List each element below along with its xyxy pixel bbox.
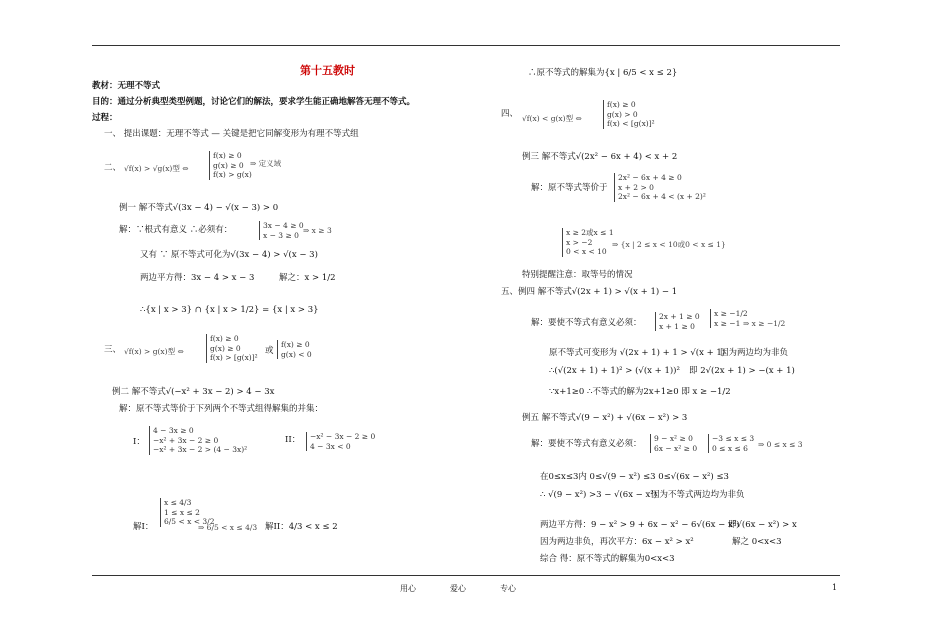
footer-item-2: 爱心 <box>450 584 466 593</box>
type-three-formula: √f(x) > g(x)型 ⇔ <box>124 347 184 356</box>
example-five-b: 在0≤x≤3内 0≤√(9 − x²) ≤3 0≤√(6x − x²) ≤3 <box>540 472 729 482</box>
example-four-c1: ∴(√(2x + 1) + 1)² > (√(x + 1))² <box>549 366 680 376</box>
example-three-system-two: x ≥ 2或x ≤ 1 x > −2 0 < x < 10 <box>562 228 614 257</box>
example-two-system-one: 4 − 3x ≥ 0 −x² + 3x − 2 ≥ 0 −x² + 3x − 2 > (4 − 3x)² <box>149 426 247 455</box>
material-line: 教材：无理不等式 <box>92 81 161 91</box>
step-one: 一、 提出课题：无理不等式 — 关键是把它同解变形为有理不等式组 <box>104 129 359 139</box>
example-two-system-two: −x² − 3x − 2 ≥ 0 4 − 3x < 0 <box>306 432 375 451</box>
example-four-system: 2x + 1 ≥ 0 x + 1 ≥ 0 <box>655 312 700 331</box>
example-five-system: 9 − x² ≥ 0 6x − x² ≥ 0 <box>650 434 697 453</box>
page-title: 第十五教时 <box>300 64 355 77</box>
example-four-result: ⇒ x ≥ −1/2 <box>743 319 786 328</box>
type-two-domain: ⇒ 定义域 <box>250 159 282 168</box>
example-one-c2: 解之：x > 1/2 <box>279 273 336 283</box>
example-one: 例一 解不等式√(3x − 4) − √(x − 3) > 0 <box>119 203 279 213</box>
goal-line: 目的：通过分析典型类型例题，讨论它们的解法，要求学生能正确地解答无理不等式。 <box>92 97 416 107</box>
example-four-c2: 即 2√(2x + 1) > −(x + 1) <box>689 366 795 376</box>
example-three-a: 解：原不等式等价于 <box>531 183 608 193</box>
example-one-d: ∴{x | x > 3} ∩ {x | x > 1/2} = {x | x > 3} <box>140 305 319 315</box>
example-two-case-two: II： <box>285 435 301 445</box>
type-three-or: 或 <box>265 346 274 356</box>
example-one-b: 又有 ∵ 原不等式可化为√(3x − 4) > √(x − 3) <box>140 250 318 260</box>
example-one-c1: 两边平方得：3x − 4 > x − 3 <box>140 273 255 283</box>
example-four-a: 解：要使不等式有意义必须： <box>531 318 642 328</box>
footer-item-3: 专心 <box>500 584 516 593</box>
type-two-number: 二、 <box>104 163 122 173</box>
example-two: 例二 解不等式√(−x² + 3x − 2) > 4 − 3x <box>112 387 275 397</box>
type-three-number: 三、 <box>104 345 122 355</box>
type-three-system: f(x) ≥ 0 g(x) ≥ 0 f(x) > [g(x)]² <box>206 334 258 363</box>
type-two-system: f(x) ≥ 0 g(x) ≥ 0 f(x) > g(x) <box>209 151 252 180</box>
example-two-solution-two: 解II：4/3 < x ≤ 2 <box>265 522 338 532</box>
example-four-b1: 原不等式可变形为 √(2x + 1) + 1 > √(x + 1) <box>549 348 726 358</box>
footer-rule <box>92 575 840 576</box>
example-five-result: ⇒ 0 ≤ x ≤ 3 <box>758 440 803 449</box>
page-number: 1 <box>832 583 838 592</box>
example-two-a: 解：原不等式等价于下列两个不等式组得解集的并集： <box>119 404 324 414</box>
example-two-conclusion: ∴原不等式的解集为{x | 6/5 < x ≤ 2} <box>528 68 678 78</box>
type-four-number: 四、 <box>501 109 519 119</box>
example-two-solution-one-result: ⇒ 6/5 < x ≤ 4/3 <box>198 523 258 532</box>
example-five-f: 综合 得：原不等式的解集为0<x<3 <box>540 554 675 564</box>
example-four-b2: 因为两边均为非负 <box>720 348 789 358</box>
header-rule <box>92 45 840 46</box>
example-five-a: 解：要使不等式有意义必须： <box>531 439 642 449</box>
type-two-formula: √f(x) > √g(x)型 ⇔ <box>124 164 189 173</box>
example-five-e2: 解之 0<x<3 <box>732 537 782 547</box>
example-one-a: 解：∵根式有意义 ∴必须有： <box>119 225 233 235</box>
example-three-result: ⇒ {x | 2 ≤ x < 10或0 < x ≤ 1} <box>612 240 726 249</box>
special-note: 特别提醒注意：取等号的情况 <box>522 270 633 280</box>
example-four-d: ∵x+1≥0 ∴不等式的解为2x+1≥0 即 x ≥ −1/2 <box>549 387 731 397</box>
example-three: 例三 解不等式√(2x² − 6x + 4) < x + 2 <box>522 152 678 162</box>
example-two-solution-system: x ≤ 4/3 1 ≤ x ≤ 2 6/5 < x < 3/2 <box>160 498 214 527</box>
example-five-e1: 因为两边非负，再次平方：6x − x² > x² <box>540 537 694 547</box>
example-five-c2: 因为不等式两边均为非负 <box>651 490 745 500</box>
footer-item-1: 用心 <box>400 584 416 593</box>
example-one-system: 3x − 4 ≥ 0 x − 3 ≥ 0 <box>259 221 304 240</box>
example-five-d2: 即√(6x − x²) > x <box>728 520 797 530</box>
example-five: 例五 解不等式√(9 − x²) + √(6x − x²) > 3 <box>522 413 688 423</box>
process-label: 过程： <box>92 113 118 123</box>
example-five-c1: ∴ √(9 − x²) >3 − √(6x − x²) <box>540 490 658 500</box>
example-four: 五、例四 解不等式√(2x + 1) > √(x + 1) − 1 <box>501 287 678 297</box>
type-three-system-two: f(x) ≥ 0 g(x) < 0 <box>277 340 312 359</box>
type-four-system: f(x) ≥ 0 g(x) > 0 f(x) < [g(x)]² <box>603 100 655 129</box>
example-two-case-one: I： <box>133 437 145 447</box>
example-three-system: 2x² − 6x + 4 ≥ 0 x + 2 > 0 2x² − 6x + 4 < (x + 2)² <box>614 173 706 202</box>
example-four-system-two: x ≥ −1/2 x ≥ −1 <box>710 309 748 328</box>
example-five-system-two: −3 ≤ x ≤ 3 0 ≤ x ≤ 6 <box>708 434 754 453</box>
example-five-d1: 两边平方得：9 − x² > 9 + 6x − x² − 6√(6x − x²) <box>540 520 740 530</box>
type-four-formula: √f(x) < g(x)型 ⇔ <box>522 114 582 123</box>
example-two-solution-one: 解I： <box>133 522 154 532</box>
example-one-system-result: ⇒ x ≥ 3 <box>303 226 332 235</box>
